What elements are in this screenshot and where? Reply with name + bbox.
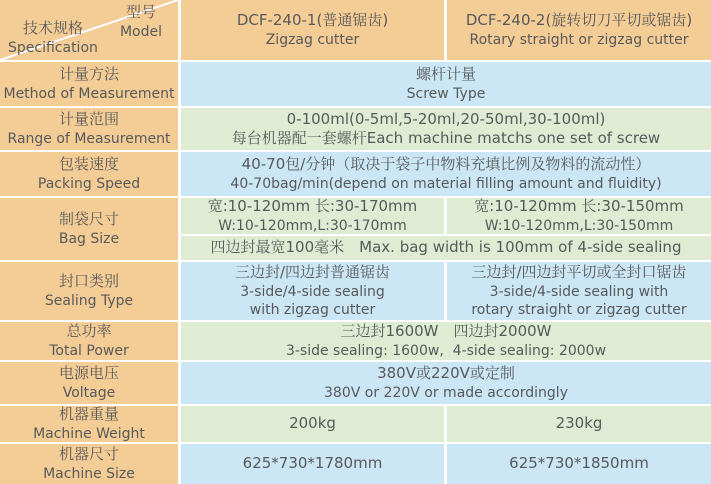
label-range [0,108,178,150]
value-range [181,108,711,150]
label-method [0,62,178,106]
value-method [181,62,711,106]
label-power-zh: 总功率 [66,322,112,341]
label-size-en: Machine Size [43,465,135,482]
size-model2-value: 625*730*1850mm [509,454,649,473]
bag-size-model2 [447,198,711,234]
weight-model1-value: 200kg [289,414,336,433]
value-range-en: 每台机器配一套螺杆Each machine matchs one set of screw [231,129,661,147]
value-voltage-en: 380V or 220V or made accordingly [324,384,568,401]
label-speed-zh: 包装速度 [58,155,119,174]
value-speed [181,152,711,196]
label-sealing-zh: 封口类别 [58,272,119,291]
size-model1-value: 625*730*1780mm [242,454,383,473]
value-power [181,322,711,360]
corner-model-en: Model [119,23,162,40]
bag-size-model2-en: W:10-120mm,L:30-150mm [484,217,674,234]
label-weight [0,406,178,442]
size-model2 [447,444,711,484]
bag-size-model1 [181,198,444,234]
size-model1 [181,444,444,484]
header-model1-en: Zigzag cutter [265,31,360,48]
bag-size-note [181,236,711,260]
label-bag-size [0,198,178,260]
bag-size-model1-zh: 宽:10-120mm 长:30-170mm [207,198,418,216]
corner-model-label [120,3,162,41]
value-voltage-zh: 380V或220V或定制 [377,364,515,383]
weight-model2 [447,406,711,442]
label-method-zh: 计量方法 [58,65,119,84]
label-voltage-zh: 电源电压 [58,364,119,383]
sealing-model1 [181,262,444,320]
label-range-zh: 计量范围 [58,110,119,129]
label-bag-size-zh: 制袋尺寸 [58,210,119,229]
label-weight-zh: 机器重量 [58,406,119,424]
label-sealing [0,262,178,320]
label-speed-en: Packing Speed [37,175,141,192]
value-speed-zh: 40-70包/分钟（取决于袋子中物料充填比例及物料的流动性） [241,155,651,174]
value-voltage [181,362,711,404]
corner-cell [0,0,178,60]
label-weight-en: Machine Weight [33,425,145,442]
header-model1-zh: DCF-240-1(普通锯齿) [236,11,389,30]
bag-size-model1-en: W:10-120mm,L:30-170mm [218,217,407,234]
sealing-model1-en1: 3-side/4-side sealing [240,283,385,300]
sealing-model2-en1: 3-side/4-side sealing with [489,283,669,300]
sealing-model2-en2: rotary straight or zigzag cutter [471,301,687,318]
value-method-en: Screw Type [406,85,486,102]
label-speed [0,152,178,196]
label-size [0,444,178,484]
value-method-zh: 螺杆计量 [415,65,476,84]
sealing-model1-zh: 三边封/四边封普通锯齿 [234,263,391,282]
label-sealing-en: Sealing Type [44,292,134,309]
label-method-en: Method of Measurement [3,85,175,102]
label-voltage-en: Voltage [62,384,116,401]
sealing-model1-en2: with zigzag cutter [249,301,376,318]
weight-model2-value: 230kg [555,414,603,433]
label-power-en: Total Power [49,342,129,359]
header-model1 [181,0,444,60]
value-power-en: 3-side sealing: 1600w, 4-side sealing: 2000w [285,342,607,359]
sealing-model2-zh: 三边封/四边封平切或全封口锯齿 [471,263,687,282]
value-speed-en: 40-70bag/min(depend on material filling amount and fluidity) [230,175,662,192]
value-power-zh: 三边封1600W 四边封2000W [340,322,552,341]
corner-model-zh: 型号 [125,3,156,21]
corner-spec-label [8,19,98,57]
label-size-zh: 机器尺寸 [58,445,119,464]
sealing-model2 [447,262,711,320]
value-range-zh: 0-100ml(0-5ml,5-20ml,20-50ml,30-100ml) [286,109,606,128]
corner-spec-zh: 技术规格 [22,19,83,38]
bag-size-model2-zh: 宽:10-120mm 长:30-150mm [474,198,684,216]
label-voltage [0,362,178,404]
header-model2-zh: DCF-240-2(旋转切刀平切或锯齿) [465,11,693,30]
weight-model1 [181,406,444,442]
corner-spec-en: Specification [8,39,98,56]
bag-size-note-text: 四边封最宽100毫米 Max. bag width is 100mm of 4-side sealing [210,238,682,257]
header-model2-en: Rotary straight or zigzag cutter [469,31,689,48]
header-model2 [447,0,711,60]
label-power [0,322,178,360]
label-bag-size-en: Bag Size [58,230,120,247]
label-range-en: Range of Measurement [7,130,171,147]
